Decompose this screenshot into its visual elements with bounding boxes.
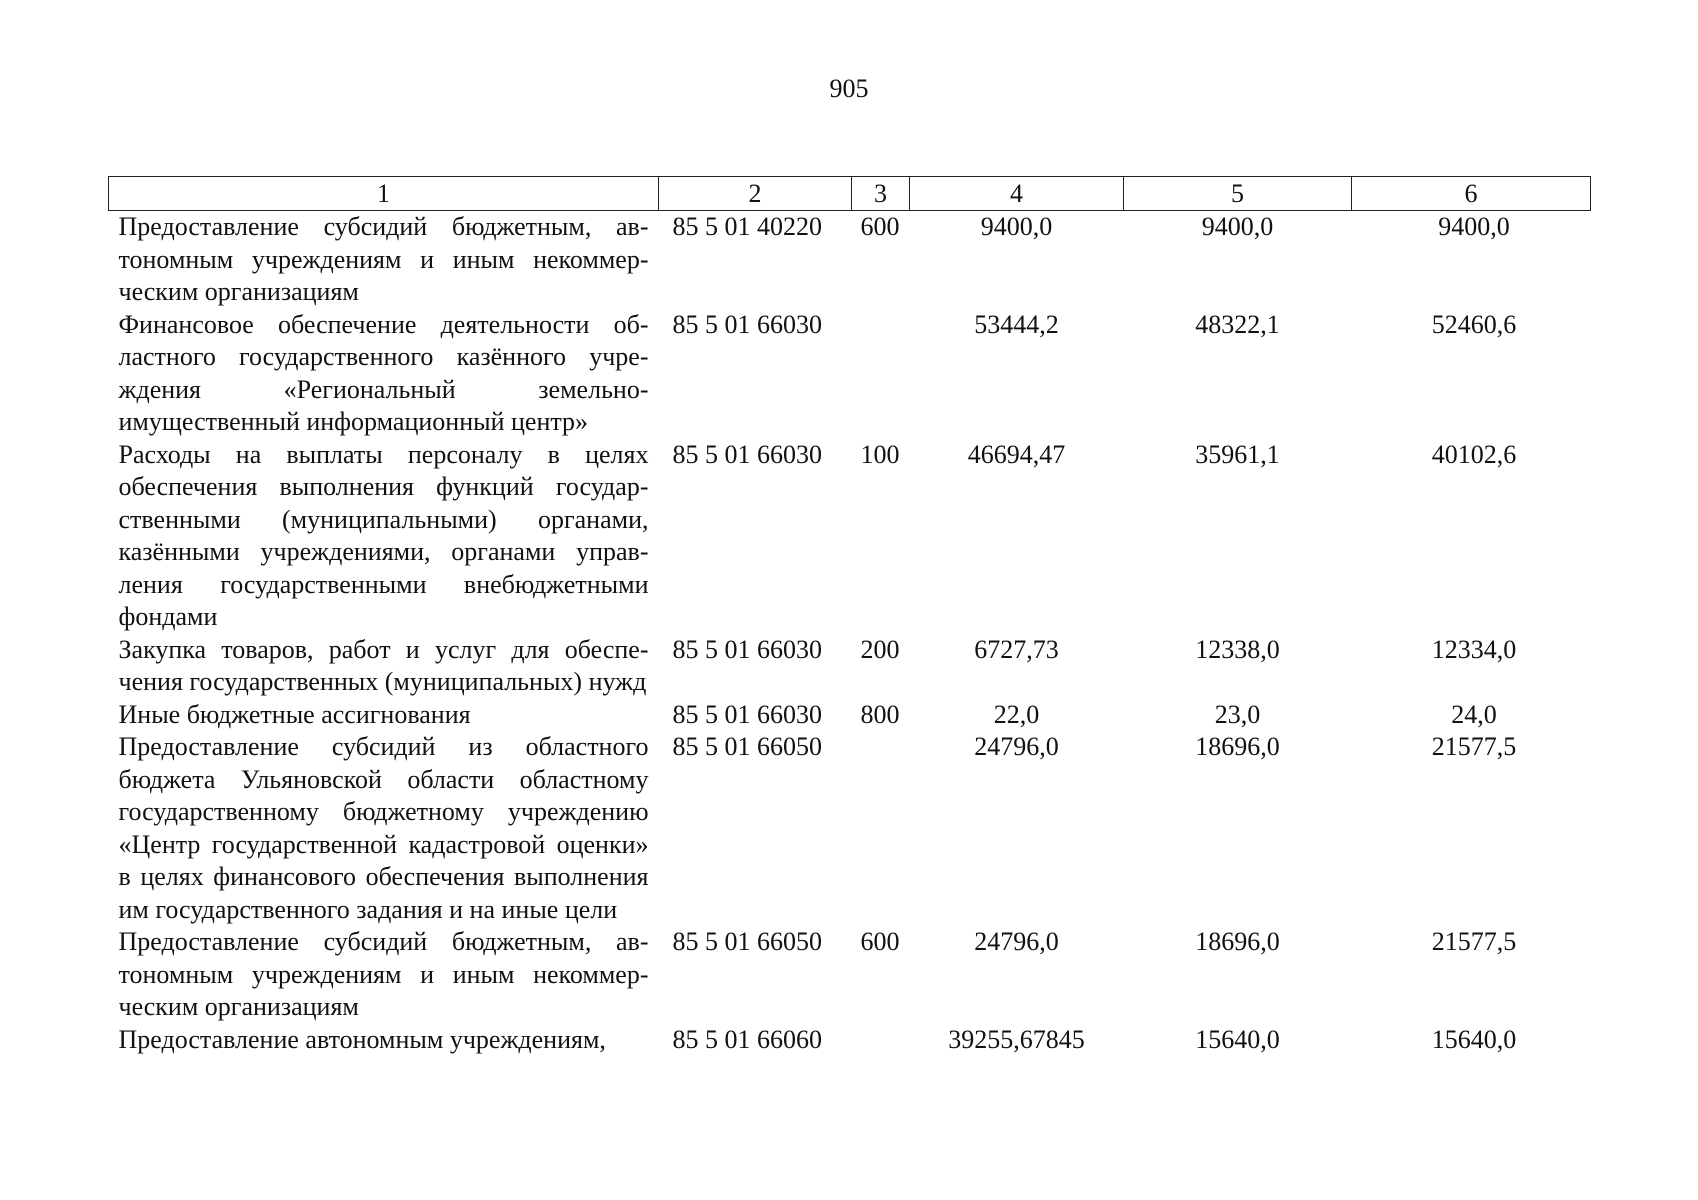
row-code: 85 5 01 40220 — [672, 212, 822, 241]
row-description: Предоставление субсидий из областного бюджета Ульяновской области областному государственному бюджетному учреждению «Центр государственной кадастровой оценки» в целях финансового обеспечения выполнения им государственного задания и на иные цели — [118, 732, 649, 924]
table-row — [109, 309, 1591, 439]
row-expense-type: 600 — [860, 212, 900, 241]
row-code: 85 5 01 66030 — [672, 699, 822, 729]
row-value-col4: 46694,47 — [967, 439, 1066, 469]
column-header: 5 — [1124, 177, 1352, 211]
row-value-col5: 18696,0 — [1195, 732, 1280, 761]
row-value-col4: 22,0 — [993, 699, 1040, 729]
row-expense-type — [852, 309, 910, 439]
row-value-col5: 9400,0 — [1201, 212, 1274, 241]
table-row — [109, 634, 1591, 699]
row-value-col6: 15640,0 — [1431, 1024, 1517, 1054]
row-code: 85 5 01 66030 — [672, 309, 822, 339]
row-value-col6: 52460,6 — [1431, 309, 1517, 339]
table-row — [109, 1024, 1591, 1057]
row-expense-type: 200 — [860, 634, 900, 664]
row-code: 85 5 01 66050 — [672, 732, 822, 761]
header-row — [109, 177, 1591, 211]
row-value-col5: 12338,0 — [1195, 634, 1280, 664]
row-expense-type — [852, 1024, 910, 1057]
row-value-col6: 12334,0 — [1431, 634, 1517, 664]
row-value-col6: 21577,5 — [1431, 927, 1517, 956]
row-value-col6: 21577,5 — [1431, 732, 1517, 761]
column-header: 1 — [109, 177, 659, 211]
row-expense-type: 600 — [860, 927, 900, 956]
column-header: 6 — [1352, 177, 1591, 211]
column-header: 2 — [659, 177, 852, 211]
page-number: 905 — [829, 74, 869, 103]
table-row — [109, 439, 1591, 634]
row-expense-type — [852, 731, 910, 926]
row-expense-type: 100 — [860, 439, 900, 469]
row-description: Предоставление автономным учреждениям, — [118, 1024, 606, 1054]
table-row — [109, 699, 1591, 732]
row-code: 85 5 01 66050 — [672, 927, 822, 956]
row-value-col4: 53444,2 — [974, 309, 1059, 339]
column-header: 4 — [910, 177, 1124, 211]
row-value-col4: 9400,0 — [980, 212, 1053, 241]
row-value-col5: 48322,1 — [1195, 309, 1280, 339]
row-value-col4: 39255,67845 — [948, 1024, 1085, 1054]
row-description: Закупка товаров, работ и услуг для обеспечения государственных (муниципальных) нужд — [118, 634, 649, 696]
row-value-col4: 6727,73 — [974, 634, 1059, 664]
row-expense-type: 800 — [860, 699, 900, 729]
row-description: Предоставление субсидий бюджетным, автономным учреждениям и иным некоммерческим организациям — [118, 927, 649, 1021]
column-header: 3 — [852, 177, 910, 211]
row-code: 85 5 01 66030 — [672, 439, 822, 469]
row-description: Расходы на выплаты персоналу в целях обеспечения выполнения функций государственными (муниципальными) органами, казёнными учреждениями, органами управления государственными внебюджетными фондами — [118, 439, 649, 631]
row-value-col4: 24796,0 — [974, 732, 1059, 761]
table-row — [109, 211, 1591, 309]
table-row — [109, 731, 1591, 926]
row-value-col6: 24,0 — [1451, 699, 1497, 729]
row-value-col6: 9400,0 — [1438, 212, 1510, 241]
row-code: 85 5 01 66030 — [672, 634, 822, 664]
row-description: Финансовое обеспечение деятельности областного государственного казённого учреждения «Региональный земельно-имущественный информационный центр» — [118, 309, 649, 436]
budget-table — [108, 176, 1591, 1056]
row-code: 85 5 01 66060 — [672, 1024, 822, 1054]
row-description: Предоставление субсидий бюджетным, автономным учреждениям и иным некоммерческим организациям — [118, 212, 649, 306]
row-value-col4: 24796,0 — [974, 927, 1059, 956]
row-value-col6: 40102,6 — [1431, 439, 1517, 469]
row-description: Иные бюджетные ассигнования — [118, 699, 471, 729]
row-value-col5: 15640,0 — [1195, 1024, 1280, 1054]
row-value-col5: 35961,1 — [1195, 439, 1280, 469]
table-row — [109, 926, 1591, 1024]
row-value-col5: 18696,0 — [1195, 927, 1280, 956]
row-value-col5: 23,0 — [1214, 699, 1261, 729]
